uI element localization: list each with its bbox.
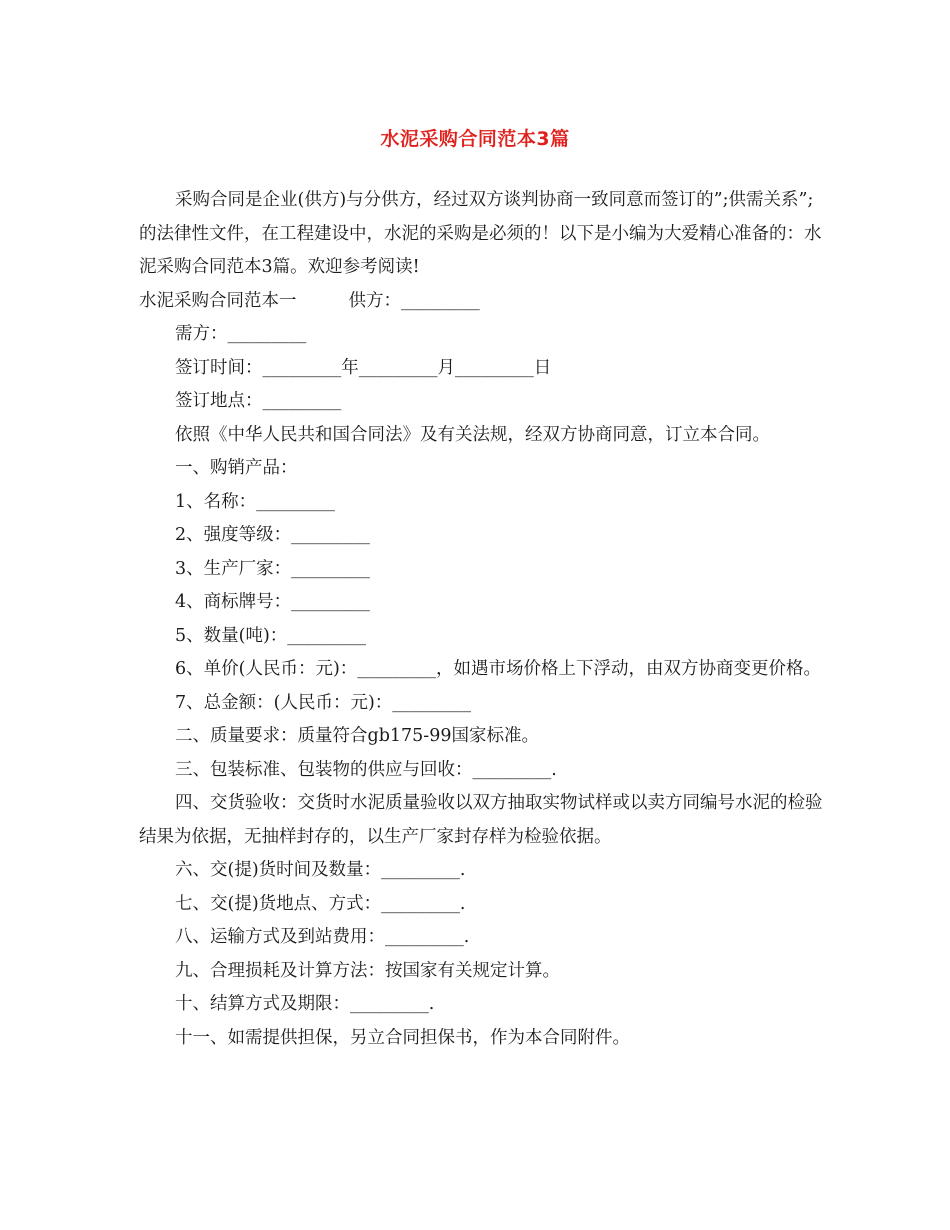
sign-date-field: 签订时间：_________年_________月_________日 <box>175 357 552 378</box>
supplier-field: 供方：_________ <box>348 290 480 311</box>
contract-heading: 水泥采购合同范本一 <box>139 290 297 311</box>
intro-paragraph: 采购合同是企业(供方)与分供方，经过双方谈判协商一致同意而签订的”;供需关系”;的法律性文件，在工程建设中，水泥的采购是必须的！以下是小编为大爱精心准备的：水泥采购合同范本3篇。欢迎参考阅读! <box>139 190 822 277</box>
section-products: 一、购销产品： <box>175 458 298 478</box>
item-name: 1、名称：_________ <box>175 491 335 512</box>
item-quantity: 5、数量(吨)：_________ <box>175 625 367 646</box>
contract-heading-line <box>139 285 823 319</box>
section-packaging: 三、包装标准、包装物的供应与回收：_________. <box>175 759 557 780</box>
item-manufacturer: 3、生产厂家：_________ <box>175 558 370 579</box>
section-loss: 九、合理损耗及计算方法：按国家有关规定计算。 <box>175 960 560 981</box>
item-trademark: 4、商标牌号：_________ <box>175 592 370 612</box>
document-body <box>139 184 823 1055</box>
document-title: 水泥采购合同范本3篇 <box>380 128 570 150</box>
section-settlement: 十、结算方式及期限：_________. <box>175 994 435 1014</box>
section-inspection: 四、交货验收：交货时水泥质量验收以双方抽取实物试样或以卖方同编号水泥的检验结果为依据，无抽样封存的，以生产厂家封存样为检验依据。 <box>139 793 823 847</box>
section-transport: 八、运输方式及到站费用：_________. <box>175 927 470 947</box>
item-unit-price: 6、单价(人民币：元)：_________，如遇市场价格上下浮动，由双方协商变更价格。 <box>175 659 822 679</box>
item-strength-grade: 2、强度等级：_________ <box>175 525 370 545</box>
section-delivery-time: 六、交(提)货时间及数量：_________. <box>175 860 466 880</box>
item-total-amount: 7、总金额：(人民币：元)：_________ <box>175 692 472 713</box>
buyer-field: 需方：_________ <box>175 324 307 344</box>
legal-basis-line: 依照《中华人民共和国合同法》及有关法规，经双方协商同意，订立本合同。 <box>175 424 770 445</box>
section-delivery-place: 七、交(提)货地点、方式：_________. <box>175 893 466 914</box>
sign-place-field: 签订地点：_________ <box>175 391 342 411</box>
section-guarantee: 十一、如需提供担保，另立合同担保书，作为本合同附件。 <box>175 1027 630 1048</box>
section-quality: 二、质量要求：质量符合gb175-99国家标准。 <box>175 726 539 746</box>
